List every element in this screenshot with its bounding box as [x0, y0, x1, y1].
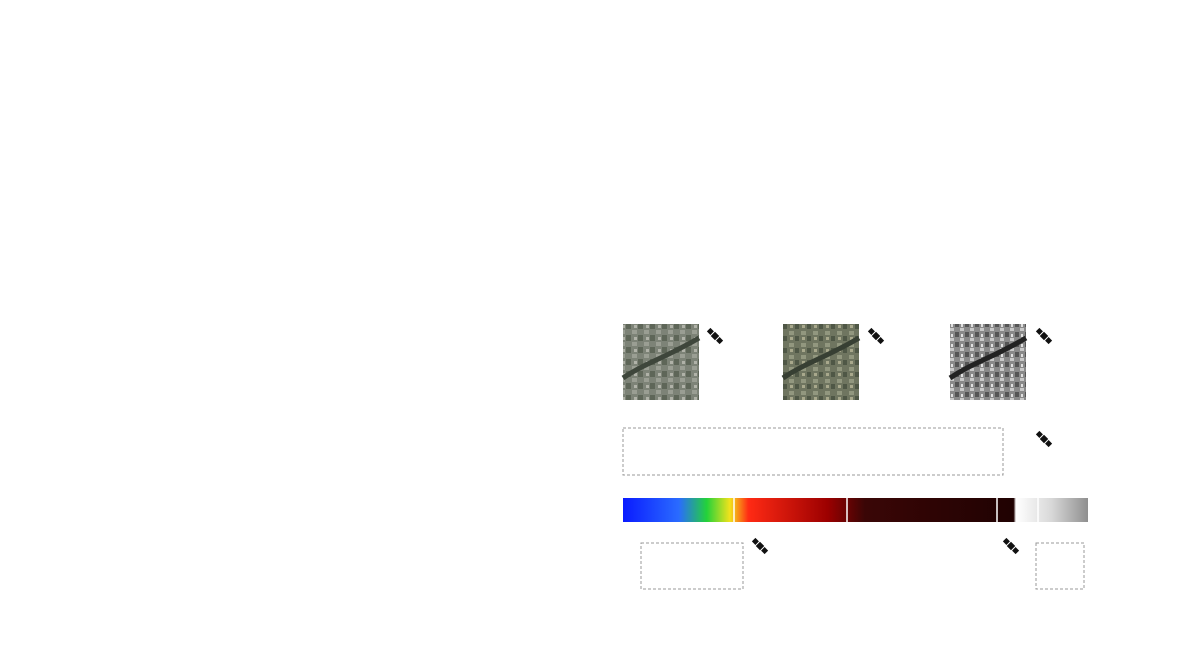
figure-1 — [620, 318, 1090, 648]
spectrum-bar — [623, 498, 1088, 522]
abstract-body — [115, 371, 578, 652]
sar-image — [950, 324, 1026, 400]
satellite-icon — [1003, 538, 1019, 554]
abstract-line — [115, 582, 578, 605]
abstract-line — [115, 605, 578, 628]
abstract-line — [115, 511, 578, 534]
abstract-line — [115, 394, 578, 417]
abstract-line — [115, 558, 578, 581]
satellite-icon — [868, 328, 884, 344]
abstract-line — [115, 418, 578, 441]
rgb-image — [623, 324, 699, 400]
multispectral-image — [783, 324, 859, 400]
satellite-icon — [1036, 431, 1052, 447]
abstract-line — [115, 628, 578, 651]
satellite-icon — [1036, 328, 1052, 344]
abstract-line — [115, 535, 578, 558]
abstract-line — [115, 441, 578, 464]
sar-histogram-box — [1036, 543, 1084, 589]
figure-1-svg — [620, 318, 1090, 628]
rgb-histogram-box — [641, 543, 743, 589]
abstract-line — [115, 488, 578, 511]
satellite-icon — [752, 538, 768, 554]
abstract-line — [115, 371, 578, 394]
satellite-icon — [707, 328, 723, 344]
multispectral-histogram-box — [623, 428, 1003, 475]
abstract-line — [115, 465, 578, 488]
